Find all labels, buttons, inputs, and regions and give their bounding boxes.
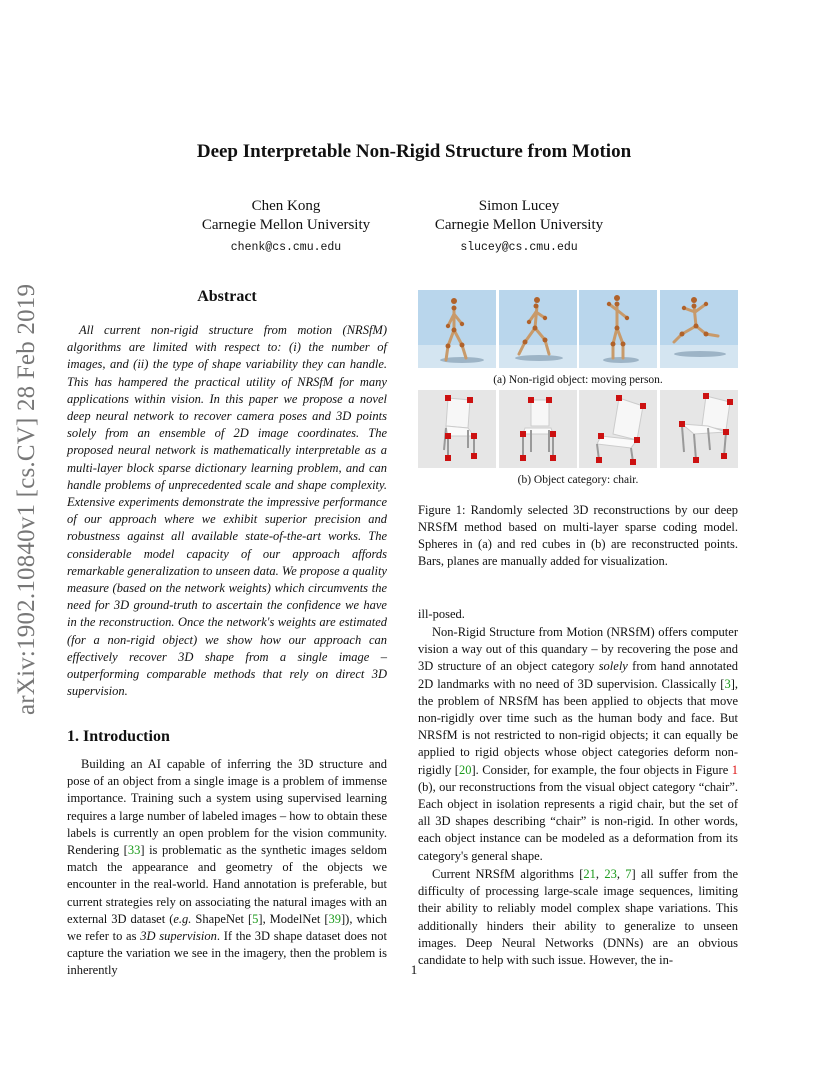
figure-1b-panel — [499, 390, 577, 468]
figure-1a-caption: (a) Non-rigid object: moving person. — [493, 374, 663, 386]
abstract-text: All current non-rigid structure from motion (NRSfM) algorithms are limited with respect to: (i) the number of images, and (ii) the type of shape variability they can handle. This has hampered the practical utility of NRSfM for many applications within vision. In this paper we propose a novel deep neural network to recover camera poses and 3D points solely from an ensemble of 2D image coordinates. The proposed neural network is mathematically interpretable as a multi-layer block sparse dictionary learning problem, and can handle problems of unprecedented scale and shape complexity. Extensive experiments demonstrate the impressive performance of our approach where we exhibit superior precision and robustness against all available state-of-the-art works. The considerable model capacity of our approach affords remarkable generalization to unseen data. We propose a quality measure (based on the network weights) which circumvents the need for 3D ground-truth to ascertain the confidence we have in the reconstruction. Once the network's weights are estimated (for a non-rigid object) we show how our approach can effectively recover 3D shape from a single image – outperforming comparable methods that rely on direct 3D supervision. — [67, 323, 387, 699]
author-block-1 — [171, 197, 401, 257]
paper-title: Deep Interpretable Non-Rigid Structure from Motion — [196, 141, 632, 162]
figure-reference-link[interactable]: 1 — [731, 762, 739, 777]
citation-link[interactable]: 3 — [724, 676, 731, 691]
figure-1a-images — [418, 290, 738, 368]
citation-link[interactable]: 33 — [127, 843, 141, 858]
figure-1b-panel — [660, 390, 738, 468]
figure-1a-panel — [499, 290, 577, 368]
citation-link[interactable]: 39 — [328, 911, 342, 926]
author-name: Chen Kong — [251, 198, 321, 214]
arxiv-stamp: arXiv:1902.10840v1 [cs.CV] 28 Feb 2019 — [13, 283, 40, 715]
figure-1b-images — [418, 390, 738, 468]
figure-1b-panel — [579, 390, 657, 468]
section-heading-introduction: 1. Introduction — [67, 728, 170, 745]
citation-link[interactable]: 7 — [625, 867, 632, 881]
page-number: 1 — [410, 962, 418, 977]
nrsfm-paragraph: Non-Rigid Structure from Motion (NRSfM) offers computer vision a way out of this quandary – by recovering the pose and 3D structure of an object category solely from hand annotated 2D landmarks with no need of 3D supervision. Classically [3], the problem of NRSfM has been applied to objects that move non-rigidly over time such as the human body and face. But NRSfM is not restricted to non-rigid objects; it can equally be applied to rigid objects whose object categories deform non-rigidly [20]. Consider, for example, the four objects in Figure 1 (b), our reconstructions from the visual object category “chair”. Each object in isolation represents a rigid chair, but the set of all 3D shapes describing “chair” is non-rigid. In other words, each object instance can be modeled as a deformation from its category's general shape. — [418, 625, 739, 863]
abstract-heading: Abstract — [197, 288, 257, 305]
author-affiliation: Carnegie Mellon University — [434, 217, 604, 233]
figure-1-caption: Figure 1: Randomly selected 3D reconstructions by our deep NRSfM method based on multi-layer sparse coding model. Spheres in (a) and red cubes in (b) are reconstructed points. Bars, planes are manually added for visualization. — [418, 503, 738, 568]
figure-1a-panel — [418, 290, 496, 368]
author-affiliation: Carnegie Mellon University — [201, 217, 371, 233]
author-email: slucey@cs.cmu.edu — [460, 241, 578, 254]
current-algorithms-paragraph: Current NRSfM algorithms [21, 23, 7] all suffer from the difficulty of processing large-scale image sequences, limiting their ability to reliably model complex shape variations. This additionally hinders their ability to generalize to unseen images. Deep Neural Networks (DNNs) are an obvious candidate to help with such issue. However, the in- — [418, 867, 738, 968]
citation-link[interactable]: 21 — [583, 867, 596, 881]
citation-link[interactable]: 5 — [252, 911, 259, 926]
author-name: Simon Lucey — [478, 198, 560, 214]
intro-paragraph: Building an AI capable of inferring the 3D structure and pose of an object from a single image is a problem of immense importance. Training such a system using supervised learning requires a large number of labeled images – how to obtain these labels is currently an open problem for the vision community. Rendering [33] is problematic as the synthetic images seldom match the appearance and geometry of the objects we encounter in the real-world. Hand annotation is preferable, but current strategies rely on associating the natural images with an external 3D dataset (e.g. ShapeNet [5], ModelNet [39]), which we refer to as 3D supervision. If the 3D shape dataset does not capture the variation we see in the imagery, then the problem is inherently — [67, 757, 387, 978]
figure-1b-caption: (b) Object category: chair. — [517, 474, 639, 486]
author-block-2 — [404, 197, 634, 257]
citation-link[interactable]: 23 — [604, 867, 617, 881]
citation-link[interactable]: 20 — [458, 762, 472, 777]
figure-1a-panel — [579, 290, 657, 368]
figure-1b-panel — [418, 390, 496, 468]
paragraph-fragment: ill-posed. — [418, 607, 465, 621]
author-email: chenk@cs.cmu.edu — [230, 241, 342, 254]
figure-1a-panel — [660, 290, 738, 368]
